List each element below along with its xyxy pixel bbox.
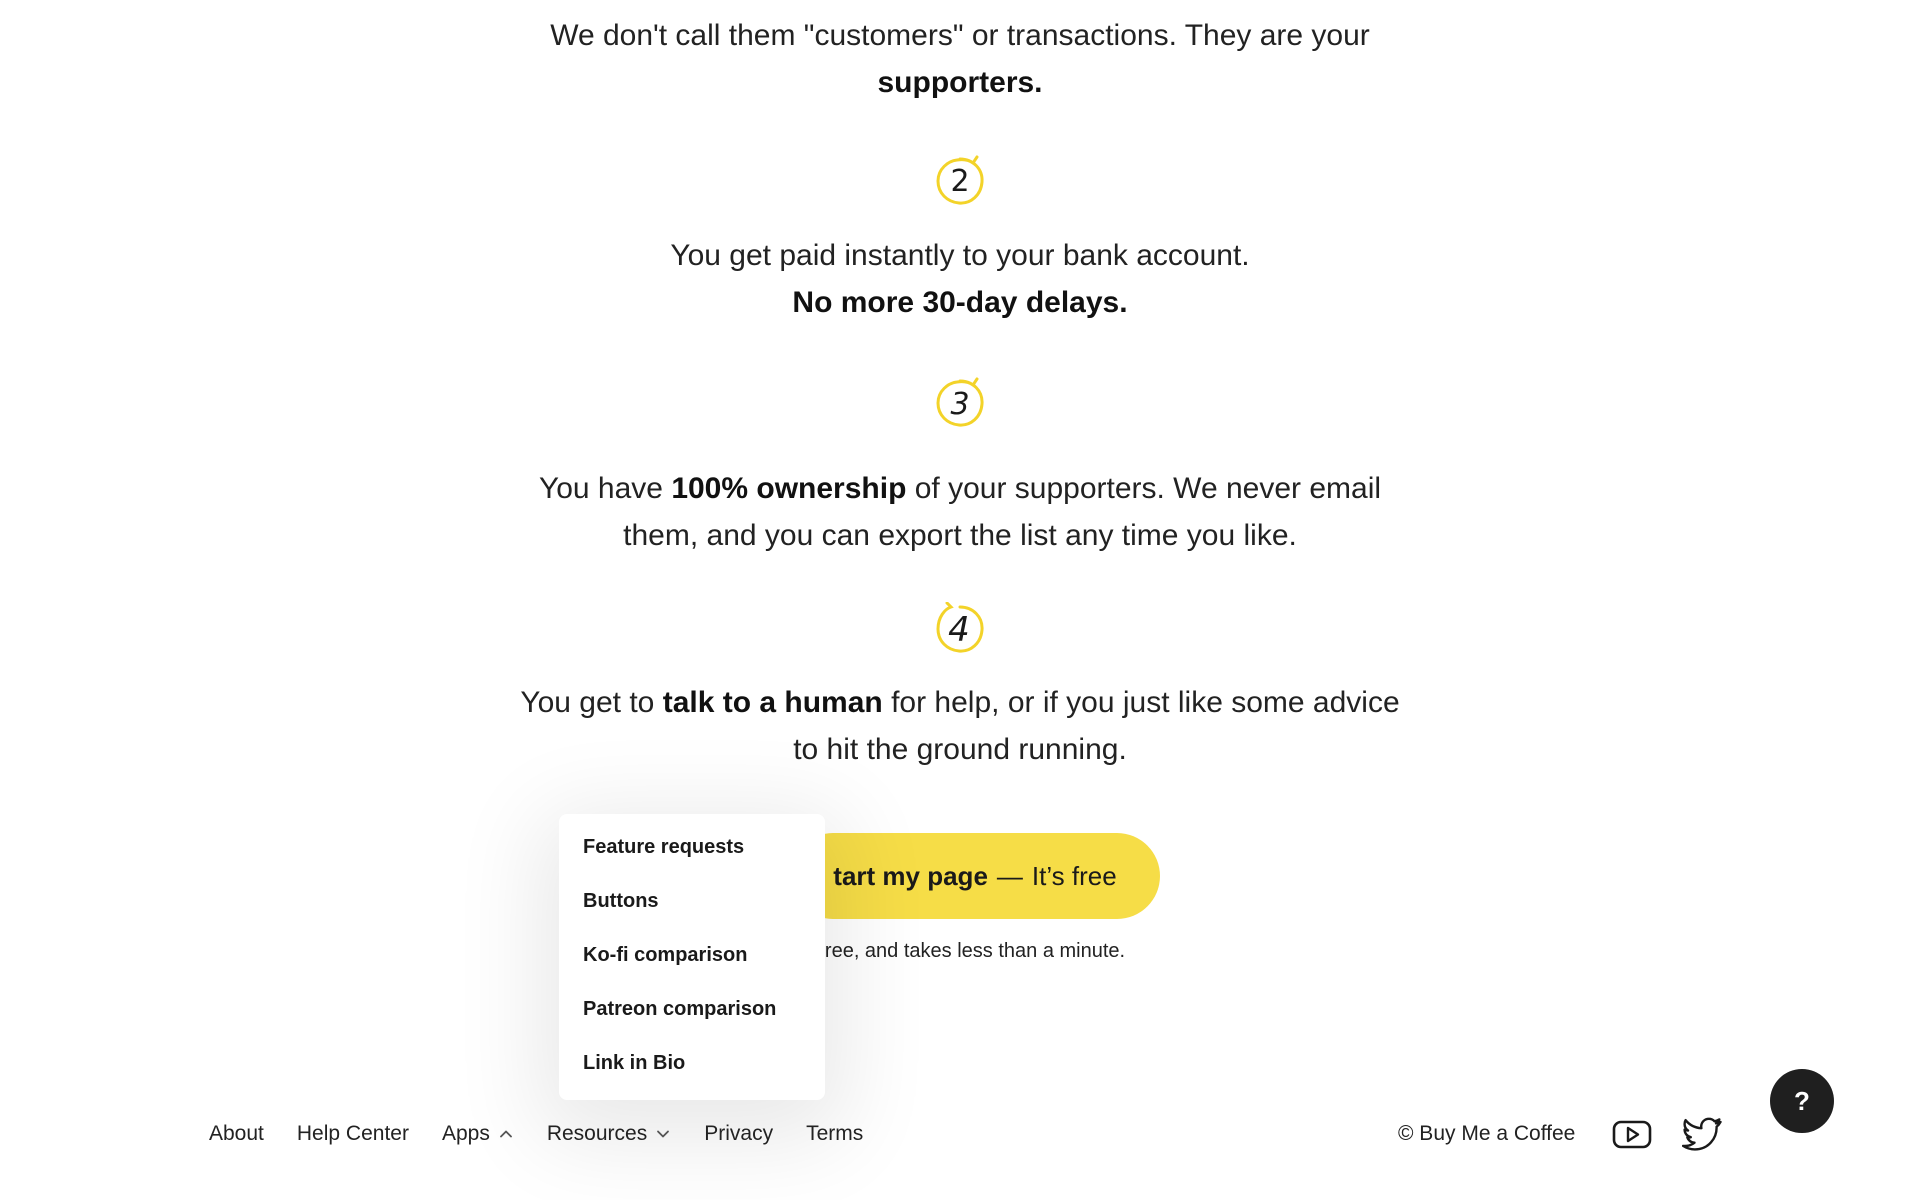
benefit-3-after: of your supporters. We never email — [906, 472, 1382, 505]
chevron-down-icon — [655, 1126, 671, 1142]
menu-item-patreon-comparison[interactable]: Patreon comparison — [583, 998, 777, 1020]
cta-dash: — — [996, 860, 1023, 891]
resources-dropdown-menu — [559, 814, 825, 1100]
copyright-text: © Buy Me a Coffee — [1398, 1122, 1576, 1145]
step-3-badge — [933, 376, 987, 430]
footer-apps-toggle[interactable] — [442, 1122, 514, 1146]
footer-terms-link[interactable]: Terms — [806, 1122, 864, 1145]
menu-item-ko-fi-comparison[interactable]: Ko-fi comparison — [583, 944, 748, 966]
benefit-4-bold: talk to a human — [662, 686, 883, 719]
footer-help-center-link[interactable]: Help Center — [296, 1122, 409, 1145]
benefit-4-before: You get to — [520, 686, 663, 719]
menu-item-buttons[interactable]: Buttons — [583, 890, 659, 912]
footer-nav — [209, 1118, 863, 1150]
chevron-up-icon — [498, 1126, 514, 1142]
footer-resources-label: Resources — [546, 1122, 648, 1145]
benefit-1-bold: supporters. — [877, 66, 1043, 99]
circled-number-2-icon — [933, 154, 987, 208]
benefit-4-text — [0, 679, 1920, 773]
circled-number-3-icon — [933, 376, 987, 430]
benefit-1-text — [0, 12, 1920, 106]
step-2-badge — [933, 154, 987, 208]
circled-number-4-icon — [933, 602, 987, 656]
benefit-3-bold: 100% ownership — [671, 472, 907, 505]
step-4-badge — [933, 602, 987, 656]
benefit-1-line: We don't call them "customers" or transactions. They are your — [550, 19, 1370, 52]
benefit-3-before: You have — [538, 472, 672, 505]
svg-text:2: 2 — [950, 164, 970, 199]
svg-text:4: 4 — [948, 610, 970, 650]
footer-about-link[interactable]: About — [209, 1122, 264, 1145]
footer-privacy-link[interactable]: Privacy — [704, 1122, 774, 1145]
start-my-page-button[interactable] — [790, 833, 1160, 919]
benefit-4-after: for help, or if you just like some advice — [882, 686, 1400, 719]
footer-copyright — [1398, 1118, 1575, 1150]
youtube-link[interactable] — [1612, 1114, 1652, 1154]
youtube-icon — [1612, 1114, 1652, 1154]
menu-item-feature-requests[interactable]: Feature requests — [583, 836, 745, 858]
benefit-4-line2: to hit the ground running. — [793, 733, 1127, 766]
benefit-2-line: You get paid instantly to your bank account. — [670, 239, 1250, 272]
benefit-2-bold: No more 30-day delays. — [792, 286, 1128, 319]
footer-apps-label: Apps — [441, 1122, 490, 1145]
benefit-2-text — [0, 232, 1920, 326]
twitter-icon — [1682, 1114, 1722, 1154]
benefit-3-line2: them, and you can export the list any time you like. — [623, 519, 1297, 552]
cta-note: ree, and takes less than a minute. — [824, 940, 1126, 962]
help-chat-button[interactable] — [1770, 1069, 1834, 1133]
twitter-link[interactable] — [1682, 1114, 1722, 1154]
question-mark-icon: ? — [1794, 1085, 1810, 1116]
menu-item-link-in-bio[interactable]: Link in Bio — [583, 1052, 686, 1074]
footer-resources-toggle[interactable] — [547, 1122, 671, 1146]
cta-free-label: It’s free — [1031, 860, 1117, 891]
svg-text:3: 3 — [950, 387, 970, 422]
benefit-3-text — [0, 465, 1920, 559]
cta-strong-label: tart my page — [833, 860, 988, 891]
